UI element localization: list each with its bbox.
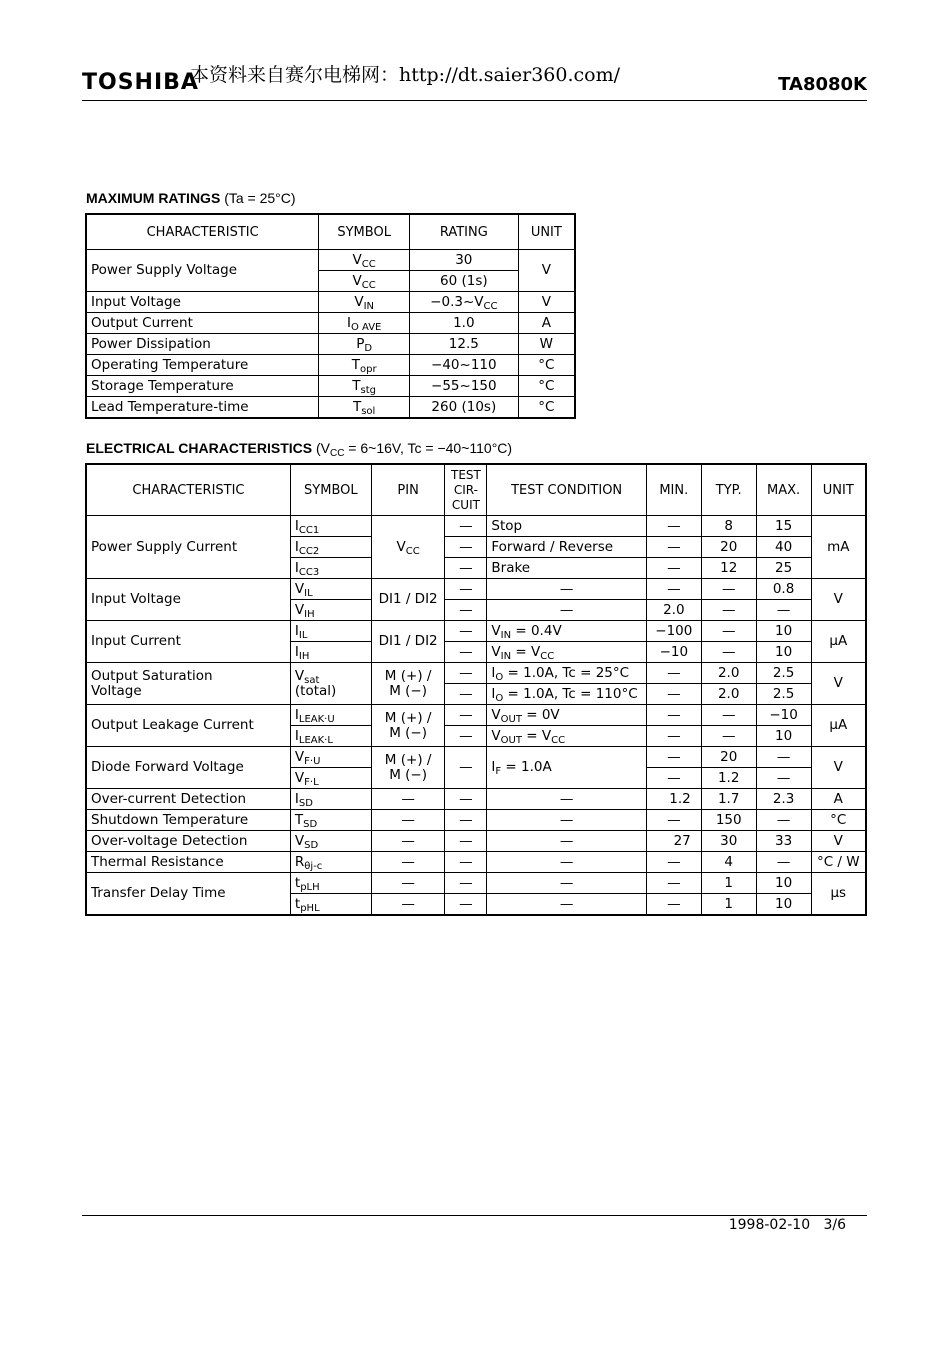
- table-cell: —: [756, 600, 811, 621]
- table-cell: V: [811, 831, 866, 852]
- table-row: [86, 355, 575, 376]
- table-cell: 1.2: [646, 789, 701, 810]
- toshiba-logo: TOSHIBA: [82, 70, 199, 95]
- table-cell: $t_{pLH}$: [290, 873, 371, 894]
- table-cell: Transfer Delay Time: [86, 873, 290, 916]
- table-cell: —: [371, 852, 445, 873]
- table-cell: —: [646, 558, 701, 579]
- table-cell: W: [518, 334, 575, 355]
- table-row: [86, 621, 866, 642]
- table-cell: 25: [756, 558, 811, 579]
- table-cell: Power Supply Current: [86, 516, 290, 579]
- table-cell: 20: [701, 747, 756, 768]
- table-cell: —: [445, 579, 487, 600]
- table-cell: —: [445, 537, 487, 558]
- table-cell: Output Leakage Current: [86, 705, 290, 747]
- column-header: CHARACTERISTIC: [86, 464, 290, 516]
- table-cell: 2.5: [756, 684, 811, 705]
- table-cell: 1: [701, 873, 756, 894]
- table-row: [86, 747, 866, 768]
- table-cell: $V_{OUT} = 0V$: [487, 705, 646, 726]
- table-cell: Input Voltage: [86, 292, 319, 313]
- table-row: [86, 334, 575, 355]
- table-cell: $V_{SD}$: [290, 831, 371, 852]
- footer-date: 1998-02-10: [728, 1217, 811, 1233]
- column-header: SYMBOL: [290, 464, 371, 516]
- table-cell: 150: [701, 810, 756, 831]
- table-cell: $I_{SD}$: [290, 789, 371, 810]
- table-cell: Over-voltage Detection: [86, 831, 290, 852]
- table-cell: M (+) / M (−): [371, 663, 445, 705]
- table-cell: —: [487, 852, 646, 873]
- table-cell: 2.0: [701, 684, 756, 705]
- footer-divider: [82, 1215, 867, 1216]
- table-row: [86, 516, 866, 537]
- table-cell: Power Supply Voltage: [86, 250, 319, 292]
- table-cell: Output Saturation Voltage: [86, 663, 290, 705]
- table-cell: 1: [701, 894, 756, 916]
- table-cell: —: [646, 684, 701, 705]
- table-cell: $T_{stg}$: [319, 376, 410, 397]
- table-cell: —: [487, 579, 646, 600]
- table-cell: $V_{IN}$: [319, 292, 410, 313]
- elec-char-title: ELECTRICAL CHARACTERISTICS ($V_{CC}$ = 6~16V, Tc = −40~110°C): [86, 440, 513, 459]
- table-row: [86, 250, 575, 271]
- table-row: [86, 579, 866, 600]
- table-cell: —: [371, 831, 445, 852]
- table-cell: —: [445, 873, 487, 894]
- table-cell: —: [756, 852, 811, 873]
- electrical-characteristics-table: [85, 463, 867, 916]
- table-cell: °C: [518, 355, 575, 376]
- table-cell: μs: [811, 873, 866, 916]
- table-row: [86, 663, 866, 684]
- table-cell: 0.8: [756, 579, 811, 600]
- table-cell: μA: [811, 621, 866, 663]
- table-cell: —: [445, 558, 487, 579]
- table-cell: 1.0: [410, 313, 519, 334]
- table-cell: —: [701, 600, 756, 621]
- table-row: [86, 873, 866, 894]
- table-cell: —: [701, 642, 756, 663]
- table-cell: Over-current Detection: [86, 789, 290, 810]
- table-cell: $T_{opr}$: [319, 355, 410, 376]
- table-cell: DI1 / DI2: [371, 621, 445, 663]
- table-cell: V: [811, 579, 866, 621]
- max-ratings-table: [85, 213, 576, 419]
- column-header: UNIT: [518, 214, 575, 250]
- table-cell: —: [371, 789, 445, 810]
- table-cell: $I_F = 1.0A$: [487, 747, 646, 789]
- page-number: 3/6: [823, 1217, 846, 1233]
- table-cell: $V_{CC}$: [319, 271, 410, 292]
- table-cell: $P_D$: [319, 334, 410, 355]
- table-cell: $V_{IL}$: [290, 579, 371, 600]
- table-cell: —: [487, 831, 646, 852]
- table-cell: mA: [811, 516, 866, 579]
- table-cell: A: [811, 789, 866, 810]
- table-cell: —: [371, 873, 445, 894]
- table-cell: 30: [701, 831, 756, 852]
- table-cell: $R_{\theta j-c}$: [290, 852, 371, 873]
- table-cell: 30: [410, 250, 519, 271]
- table-cell: —: [646, 894, 701, 916]
- table-cell: −10: [756, 705, 811, 726]
- table-cell: —: [646, 516, 701, 537]
- table-cell: $V_{OUT} = V_{CC}$: [487, 726, 646, 747]
- table-cell: —: [445, 642, 487, 663]
- table-cell: —: [646, 852, 701, 873]
- table-cell: 8: [701, 516, 756, 537]
- table-cell: —: [646, 873, 701, 894]
- table-cell: $-0.3\sim V_{CC}$: [410, 292, 519, 313]
- table-cell: —: [701, 726, 756, 747]
- table-cell: $V_{CC}$: [319, 250, 410, 271]
- table-cell: °C: [811, 810, 866, 831]
- table-cell: V: [518, 250, 575, 292]
- table-cell: —: [701, 621, 756, 642]
- table-cell: $I_{CC3}$: [290, 558, 371, 579]
- column-header: PIN: [371, 464, 445, 516]
- table-cell: A: [518, 313, 575, 334]
- table-cell: 40: [756, 537, 811, 558]
- table-cell: —: [646, 747, 701, 768]
- table-cell: —: [445, 621, 487, 642]
- table-cell: —: [756, 810, 811, 831]
- table-cell: Power Dissipation: [86, 334, 319, 355]
- table-cell: 10: [756, 621, 811, 642]
- table-cell: $t_{pHL}$: [290, 894, 371, 916]
- table-cell: 10: [756, 873, 811, 894]
- table-cell: $T_{SD}$: [290, 810, 371, 831]
- table-cell: $V_{CC}$: [371, 516, 445, 579]
- table-cell: $I_{CC1}$: [290, 516, 371, 537]
- table-cell: —: [646, 663, 701, 684]
- table-row: [86, 397, 575, 419]
- table-cell: —: [487, 810, 646, 831]
- table-cell: 27: [646, 831, 701, 852]
- max-ratings-title: MAXIMUM RATINGS (Ta = 25°C): [86, 190, 296, 206]
- table-cell: $V_{F\cdot U}$: [290, 747, 371, 768]
- table-cell: 12: [701, 558, 756, 579]
- part-number: TA8080K: [778, 74, 867, 95]
- column-header: TYP.: [701, 464, 756, 516]
- table-cell: —: [487, 894, 646, 916]
- table-cell: 10: [756, 642, 811, 663]
- table-cell: —: [445, 726, 487, 747]
- table-cell: $V_{sat}$ (total): [290, 663, 371, 705]
- table-cell: Stop: [487, 516, 646, 537]
- table-cell: Lead Temperature-time: [86, 397, 319, 419]
- table-cell: $V_{IN} = 0.4V$: [487, 621, 646, 642]
- table-cell: −40~110: [410, 355, 519, 376]
- table-cell: °C: [518, 376, 575, 397]
- table-cell: —: [445, 705, 487, 726]
- table-cell: $I_{LEAK\cdot L}$: [290, 726, 371, 747]
- table-row: [86, 789, 866, 810]
- table-cell: —: [371, 894, 445, 916]
- table-cell: —: [756, 768, 811, 789]
- table-cell: —: [445, 789, 487, 810]
- table-cell: $I_{IL}$: [290, 621, 371, 642]
- table-cell: 20: [701, 537, 756, 558]
- table-cell: $I_{LEAK\cdot U}$: [290, 705, 371, 726]
- table-cell: V: [518, 292, 575, 313]
- table-cell: —: [646, 579, 701, 600]
- table-cell: Operating Temperature: [86, 355, 319, 376]
- table-row: [86, 831, 866, 852]
- column-header: CHARACTERISTIC: [86, 214, 319, 250]
- column-header: RATING: [410, 214, 519, 250]
- column-header: MIN.: [646, 464, 701, 516]
- table-cell: Thermal Resistance: [86, 852, 290, 873]
- table-row: [86, 852, 866, 873]
- table-cell: $I_{O AVE}$: [319, 313, 410, 334]
- table-cell: —: [646, 768, 701, 789]
- table-cell: —: [487, 873, 646, 894]
- table-cell: —: [371, 810, 445, 831]
- table-row: [86, 376, 575, 397]
- table-cell: —: [646, 810, 701, 831]
- table-cell: —: [445, 831, 487, 852]
- table-cell: $I_O = 1.0A$, Tc = 110°C: [487, 684, 646, 705]
- table-cell: $I_{IH}$: [290, 642, 371, 663]
- table-cell: °C / W: [811, 852, 866, 873]
- table-row: [86, 705, 866, 726]
- table-cell: 260 (10s): [410, 397, 519, 419]
- table-cell: 2.0: [701, 663, 756, 684]
- column-header: MAX.: [756, 464, 811, 516]
- table-cell: —: [445, 894, 487, 916]
- watermark-text: 本资料来自赛尔电梯网：http://dt.saier360.com/: [190, 64, 620, 86]
- table-cell: Storage Temperature: [86, 376, 319, 397]
- table-row: [86, 292, 575, 313]
- table-cell: Input Voltage: [86, 579, 290, 621]
- table-cell: —: [701, 579, 756, 600]
- table-cell: $I_{CC2}$: [290, 537, 371, 558]
- table-cell: −55~150: [410, 376, 519, 397]
- table-cell: 4: [701, 852, 756, 873]
- table-cell: 33: [756, 831, 811, 852]
- table-cell: $V_{IN} = V_{CC}$: [487, 642, 646, 663]
- table-cell: DI1 / DI2: [371, 579, 445, 621]
- table-row: [86, 810, 866, 831]
- table-cell: V: [811, 747, 866, 789]
- table-cell: 12.5: [410, 334, 519, 355]
- table-cell: 2.3: [756, 789, 811, 810]
- table-cell: Shutdown Temperature: [86, 810, 290, 831]
- page-footer: [729, 1217, 846, 1233]
- table-cell: Diode Forward Voltage: [86, 747, 290, 789]
- table-cell: −100: [646, 621, 701, 642]
- column-header: TEST CONDITION: [487, 464, 646, 516]
- table-cell: $I_O = 1.0A$, Tc = 25°C: [487, 663, 646, 684]
- table-cell: M (+) / M (−): [371, 705, 445, 747]
- table-cell: Brake: [487, 558, 646, 579]
- table-cell: Output Current: [86, 313, 319, 334]
- table-cell: 1.2: [701, 768, 756, 789]
- table-cell: Input Current: [86, 621, 290, 663]
- table-cell: —: [445, 747, 487, 789]
- table-cell: V: [811, 663, 866, 705]
- table-cell: −10: [646, 642, 701, 663]
- table-cell: —: [701, 705, 756, 726]
- table-cell: $V_{IH}$: [290, 600, 371, 621]
- table-cell: Forward / Reverse: [487, 537, 646, 558]
- table-cell: —: [445, 852, 487, 873]
- table-cell: $T_{sol}$: [319, 397, 410, 419]
- column-header: TEST CIR-CUIT: [445, 464, 487, 516]
- table-cell: $V_{F\cdot L}$: [290, 768, 371, 789]
- table-cell: 15: [756, 516, 811, 537]
- table-cell: μA: [811, 705, 866, 747]
- table-cell: —: [445, 516, 487, 537]
- table-cell: —: [756, 747, 811, 768]
- table-cell: —: [445, 810, 487, 831]
- table-row: [86, 313, 575, 334]
- table-cell: 10: [756, 894, 811, 916]
- table-cell: —: [445, 663, 487, 684]
- table-cell: —: [646, 537, 701, 558]
- table-cell: 2.0: [646, 600, 701, 621]
- table-cell: —: [646, 705, 701, 726]
- table-cell: M (+) / M (−): [371, 747, 445, 789]
- table-cell: 2.5: [756, 663, 811, 684]
- column-header: SYMBOL: [319, 214, 410, 250]
- table-cell: °C: [518, 397, 575, 419]
- table-cell: —: [646, 726, 701, 747]
- table-cell: 60 (1s): [410, 271, 519, 292]
- table-cell: —: [487, 789, 646, 810]
- column-header: UNIT: [811, 464, 866, 516]
- table-cell: —: [445, 600, 487, 621]
- table-cell: 10: [756, 726, 811, 747]
- table-cell: —: [487, 600, 646, 621]
- table-cell: —: [445, 684, 487, 705]
- table-cell: 1.7: [701, 789, 756, 810]
